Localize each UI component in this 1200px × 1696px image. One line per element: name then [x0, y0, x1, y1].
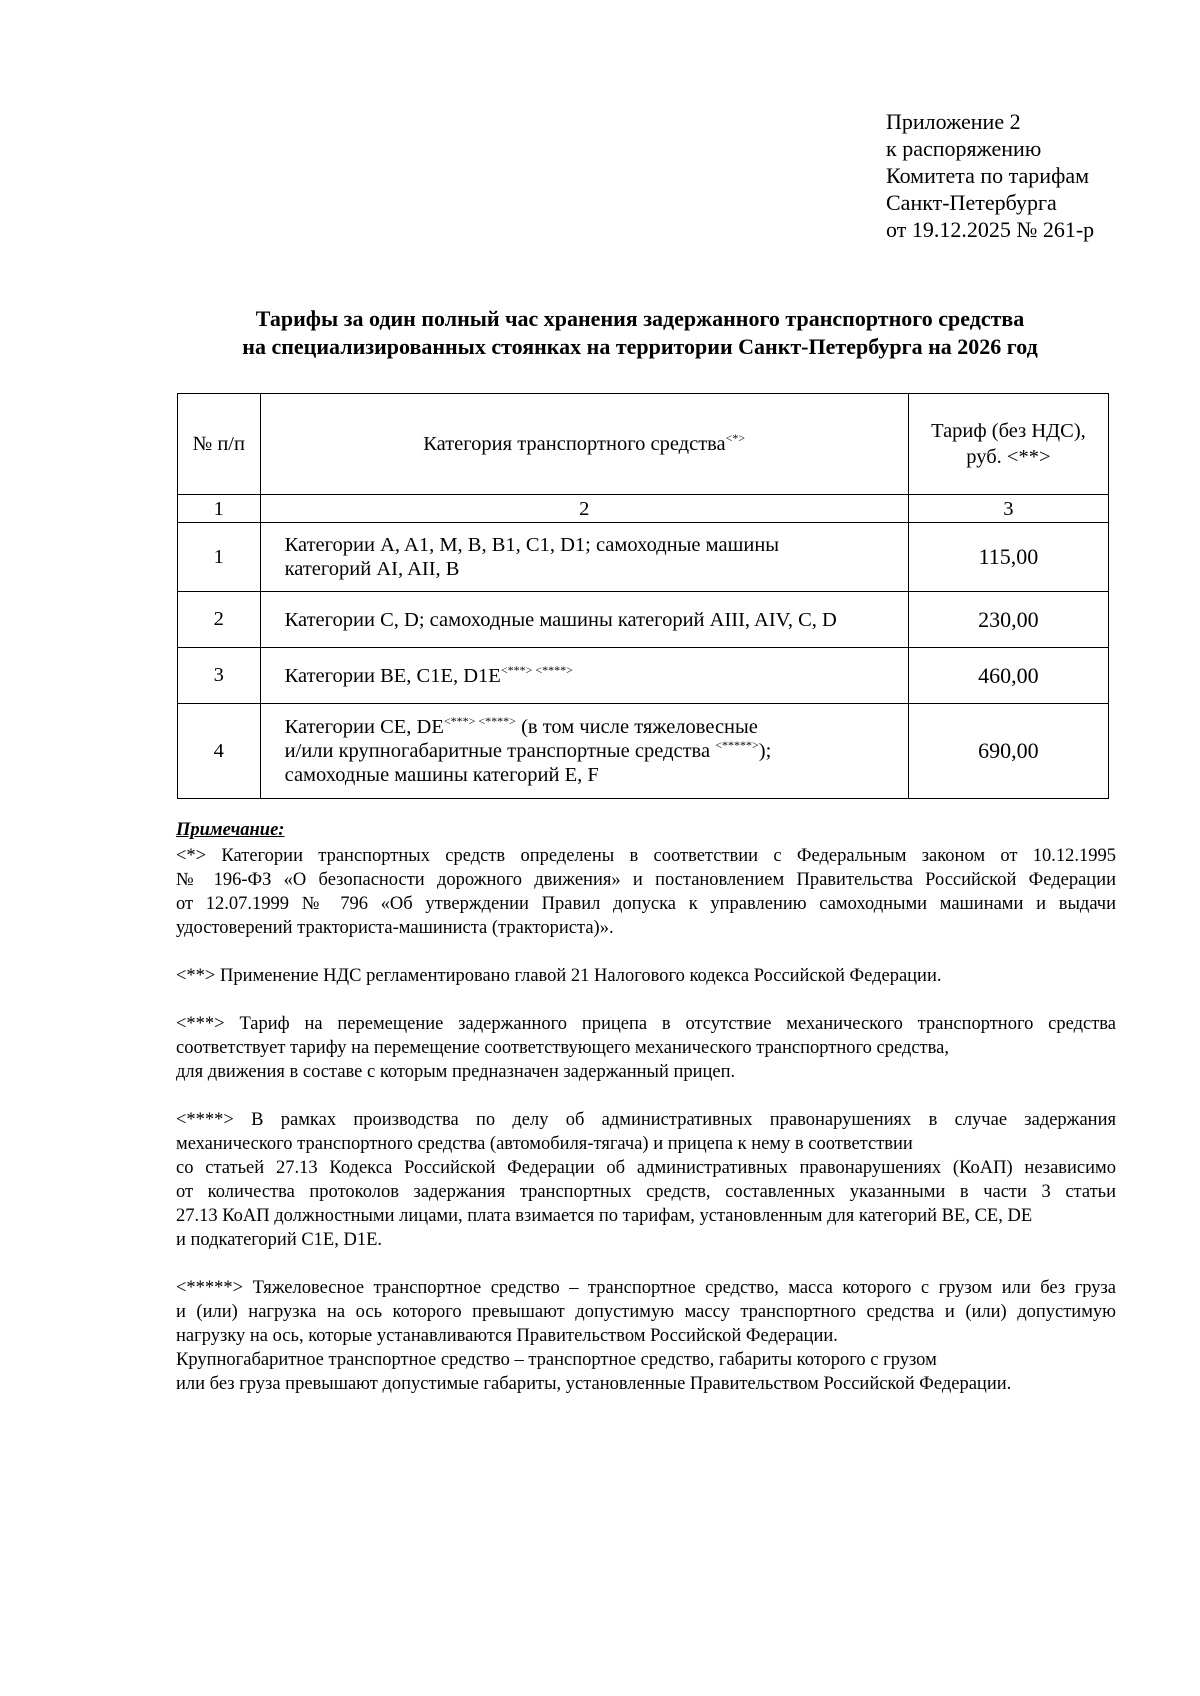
footnote-mark: <***> <****>	[443, 714, 516, 728]
title-line: Тарифы за один полный час хранения задержанного транспортного средства	[255, 306, 1025, 331]
note-line: и (или) нагрузка на ось которого превышают допустимую массу транспортного средства и (или) допустимую	[176, 1302, 1116, 1322]
header-num: № п/п	[178, 394, 261, 495]
notes-section	[176, 818, 1116, 1420]
note-line: от 12.07.1999 № 796 «Об утверждении Правил допуска к управлению самоходными машинами и выдачи	[176, 894, 1116, 914]
note-line: <****> В рамках производства по делу об административных правонарушениях в случае задержания	[176, 1110, 1116, 1130]
footnote-mark: <***> <****>	[500, 662, 573, 677]
note-line: для движения в составе с которым предназначен задержанный прицеп.	[176, 1062, 736, 1082]
category-line: Категории C, D; самоходные машины категорий AIII, AIV, C, D	[284, 608, 837, 631]
row-num: 2	[178, 592, 261, 648]
table-row	[178, 523, 1109, 592]
category-text: Категории CE, DE	[284, 716, 444, 738]
note-line: удостоверений тракториста-машиниста (тракториста)».	[176, 918, 614, 938]
row-num: 4	[178, 704, 261, 799]
note-line: <**> Применение НДС регламентировано главой 21 Налогового кодекса Российской Федерации.	[176, 966, 942, 986]
header-tariff	[908, 394, 1108, 495]
note-line: механического транспортного средства (автомобиля-тягача) и прицепа к нему в соответствии	[176, 1134, 913, 1154]
category-line: Категории A, A1, M, B, B1, C1, D1; самоходные машины	[284, 534, 780, 556]
index-cell: 2	[260, 495, 908, 523]
category-line	[285, 739, 896, 763]
row-num: 1	[178, 523, 261, 592]
row-category	[260, 704, 908, 799]
appendix-line: Санкт-Петербурга	[886, 190, 1057, 215]
note-line: или без груза превышают допустимые габариты, установленные Правительством Российской Федерации.	[176, 1374, 1012, 1394]
header-category	[260, 394, 908, 495]
note-line: со статьей 27.13 Кодекса Российской Федерации об административных правонарушениях (КоАП) независимо	[176, 1158, 1116, 1178]
table-header-row	[178, 394, 1109, 495]
note-line: нагрузку на ось, которые устанавливаются Правительством Российской Федерации.	[176, 1326, 838, 1346]
tariff-table	[177, 393, 1109, 799]
document-title	[170, 305, 1110, 361]
note-line: Крупногабаритное транспортное средство – транспортное средство, габариты которого с грузом	[176, 1350, 937, 1370]
header-category-text: Категория транспортного средства	[423, 432, 726, 455]
note-paragraph	[176, 1276, 1116, 1396]
category-text: );	[758, 740, 772, 762]
note-paragraph	[176, 1108, 1116, 1252]
note-line: и подкатегорий C1E, D1E.	[176, 1230, 383, 1250]
row-category	[260, 648, 908, 704]
index-cell: 1	[178, 495, 261, 523]
notes-heading: Примечание:	[176, 820, 285, 840]
appendix-line: Приложение 2	[886, 109, 1021, 134]
header-tariff-line: Тариф (без НДС),	[931, 420, 1086, 442]
category-text: (в том числе тяжеловесные	[515, 716, 758, 738]
row-tariff: 230,00	[908, 592, 1108, 648]
footnote-mark: <*>	[725, 430, 746, 445]
table-index-row	[178, 495, 1109, 523]
category-text: и/или крупногабаритные транспортные средства	[284, 740, 716, 762]
note-paragraph	[176, 964, 1116, 988]
note-line: 27.13 КоАП должностными лицами, плата взимается по тарифам, установленным для категорий BE, CE, DE	[176, 1206, 1033, 1226]
title-line: на специализированных стоянках на территории Санкт-Петербурга на 2026 год	[242, 334, 1038, 359]
index-cell: 3	[908, 495, 1108, 523]
appendix-block	[886, 108, 1094, 243]
note-line: <***> Тариф на перемещение задержанного прицепа в отсутствие механического транспортного средства	[176, 1014, 1116, 1034]
note-paragraph	[176, 844, 1116, 940]
appendix-line: к распоряжению	[886, 136, 1042, 161]
category-line	[285, 715, 896, 739]
note-line: от количества протоколов задержания транспортных средств, составленных указанными в части 3 статьи	[176, 1182, 1116, 1202]
row-num: 3	[178, 648, 261, 704]
table-row	[178, 592, 1109, 648]
row-tariff: 115,00	[908, 523, 1108, 592]
footnote-mark: <*****>	[715, 738, 759, 752]
category-line: категорий AI, AII, B	[284, 558, 460, 580]
appendix-line: Комитета по тарифам	[886, 163, 1090, 188]
table-row	[178, 704, 1109, 799]
note-line: соответствует тарифу на перемещение соответствующего механического транспортного средства,	[176, 1038, 949, 1058]
row-category	[260, 523, 908, 592]
note-line: <*****> Тяжеловесное транспортное средство – транспортное средство, масса которого с грузом или без груза	[176, 1278, 1116, 1298]
row-tariff: 690,00	[908, 704, 1108, 799]
category-line: Категории BE, C1E, D1E	[284, 664, 501, 687]
note-line: № 196-ФЗ «О безопасности дорожного движения» и постановлением Правительства Российской Федерации	[176, 870, 1116, 890]
row-tariff: 460,00	[908, 648, 1108, 704]
header-tariff-line: руб. <**>	[966, 446, 1051, 468]
note-line: <*> Категории транспортных средств определены в соответствии с Федеральным законом от 10.12.1995	[176, 846, 1116, 866]
note-paragraph	[176, 1012, 1116, 1084]
table-row	[178, 648, 1109, 704]
row-category	[260, 592, 908, 648]
category-line: самоходные машины категорий E, F	[284, 764, 599, 786]
appendix-line: от 19.12.2025 № 261-р	[886, 217, 1095, 242]
